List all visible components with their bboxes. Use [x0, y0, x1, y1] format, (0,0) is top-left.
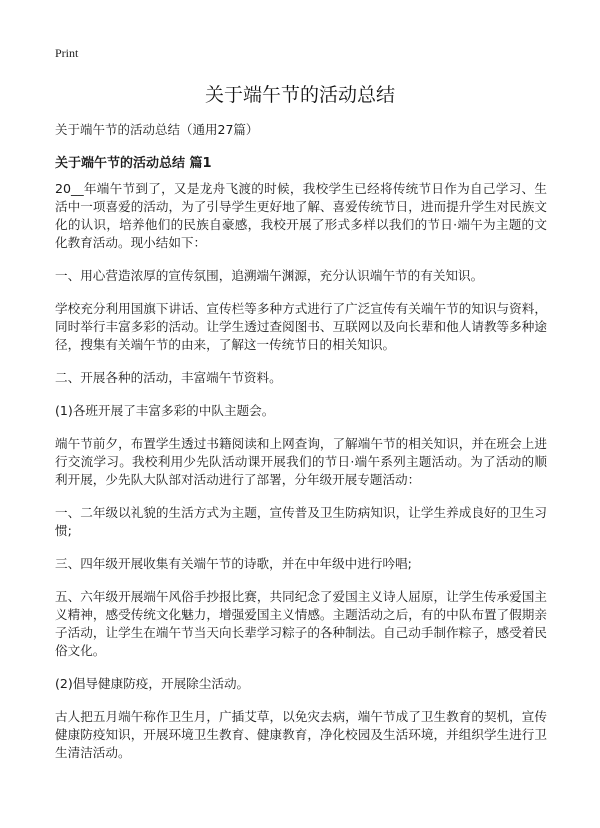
paragraph: 古人把五月端午称作卫生月，广插艾草，以免灾去病，端午节成了卫生教育的契机，宣传健康防疫知识，开展环境卫生教育、健康教育，净化校园及生活环境，并组织学生进行卫生清洁活动。 — [55, 709, 547, 760]
paragraph: 一、用心营造浓厚的宣传氛围，追溯端午渊源，充分认识端午节的有关知识。 — [55, 268, 484, 283]
paragraph: (1)各班开展了丰富多彩的中队主题会。 — [55, 403, 275, 418]
paragraph: 学校充分利用国旗下讲话、宣传栏等多种方式进行了广泛宣传有关端午节的知识与资料，同时举行丰富多彩的活动。让学生透过查阅图书、互联网以及向长辈和他人请教等多种途径，搜集有关端午节的由来，了解这一传统节日的相关知识。 — [55, 301, 547, 352]
print-link[interactable]: Print — [55, 46, 79, 60]
paragraph: (2)倡导健康防疫，开展除尘活动。 — [55, 676, 250, 691]
page-title: 关于端午节的活动总结 — [204, 84, 395, 106]
paragraph: 20__年端午节到了，又是龙舟飞渡的时候，我校学生已经将传统节日作为自己学习、生活中一项喜爱的活动，为了引导学生更好地了解、喜爱传统节日，进而提升学生对民族文化的认识，培养他们的民族自豪感，我校开展了形式多样以我们的节日·端午为主题的文化教育活动。现小结如下： — [55, 181, 547, 250]
section-heading: 关于端午节的活动总结 篇1 — [55, 156, 212, 171]
document-body — [55, 180, 547, 777]
document-subtitle: 关于端午节的活动总结（通用27篇） — [55, 122, 259, 137]
paragraph: 端午节前夕，布置学生透过书籍阅读和上网查询，了解端午节的相关知识，并在班会上进行交流学习。我校利用少先队活动课开展我们的节日·端午系列主题活动。为了活动的顺利开展，少先队大队部对活动进行了部署，分年级开展专题活动： — [55, 436, 547, 487]
paragraph: 二、开展各种的活动，丰富端午节资料。 — [55, 370, 282, 385]
paragraph: 一、二年级以礼貌的生活方式为主题，宣传普及卫生防病知识，让学生养成良好的卫生习惯; — [55, 505, 547, 538]
paragraph: 五、六年级开展端午风俗手抄报比赛，共同纪念了爱国主义诗人屈原，让学生传承爱国主义精神，感受传统文化魅力，增强爱国主义情感。主题活动之后，有的中队布置了假期亲子活动，让学生在端午节当天向长辈学习粽子的各种制法。自己动手制作粽子，感受着民俗文化。 — [55, 589, 547, 658]
paragraph: 三、四年级开展收集有关端午节的诗歌，并在中年级中进行吟唱; — [55, 556, 412, 571]
